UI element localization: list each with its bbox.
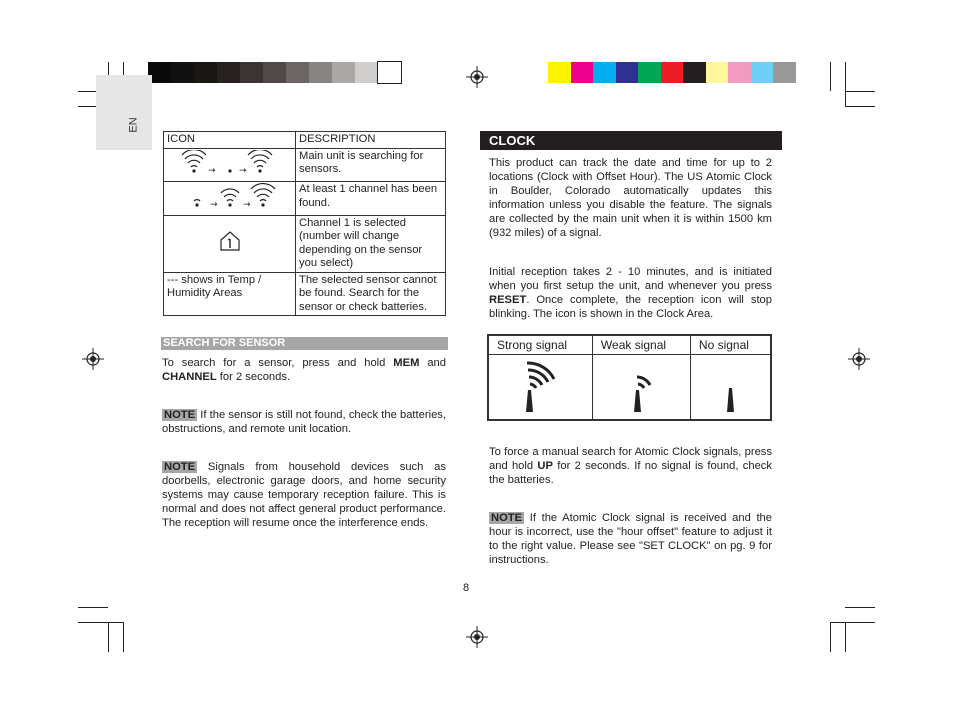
text-run: Initial reception takes 2 - 10 minutes, and is initiated when you first setup the unit, and whenever you press: [489, 266, 772, 292]
icon-description-table: [163, 131, 446, 316]
clock-intro-paragraph: This product can track the date and time for up to 2 locations (Clock with Offset Hour). The US Atomic Clock in Boulder, Colorado automatically updates this information unless you disable the feature. The signals are collected by the main unit when it is within 1500 km (932 miles) of a signal.: [489, 157, 772, 239]
description-cell: At least 1 channel has been found.: [296, 182, 446, 216]
table-row: [164, 182, 446, 216]
crop-mark: [108, 622, 109, 652]
color-swatch: [616, 62, 639, 83]
text-run: To force a manual search for Atomic Clock signals, press and hold: [489, 446, 772, 472]
page-number: 8: [463, 582, 470, 594]
color-swatch: [728, 62, 751, 83]
color-swatch: [309, 62, 332, 83]
up-key-label: UP: [537, 460, 553, 472]
searching-sensors-icon: [164, 148, 296, 182]
crop-mark: [830, 622, 831, 652]
home-channel-icon: [164, 215, 296, 272]
registration-mark-icon: [466, 626, 488, 648]
registration-mark-icon: [82, 348, 104, 370]
table-row: [164, 215, 446, 272]
color-swatch: [593, 62, 616, 83]
color-swatch: [571, 62, 594, 83]
strong-signal-label: Strong signal: [488, 335, 592, 355]
color-swatch: [263, 62, 286, 83]
icon-text-cell: --- shows in Temp / Humidity Areas: [164, 272, 296, 316]
channel-key-label: CHANNEL: [162, 371, 217, 383]
text-run: for 2 seconds.: [216, 371, 291, 383]
color-swatch: [171, 62, 194, 83]
note-text: If the Atomic Clock signal is received and the hour is incorrect, use the "hour offset" feature to adjust it to the right value. Please see "SET CLOCK" on pg. 9 for instructions.: [489, 512, 772, 566]
language-tab: [96, 75, 152, 150]
color-swatch: [378, 62, 401, 83]
note-badge: NOTE: [164, 409, 196, 421]
color-swatch: [706, 62, 729, 83]
color-swatch: [683, 62, 706, 83]
clock-section-title: CLOCK: [480, 131, 782, 150]
note-badge: NOTE: [491, 512, 523, 524]
svg-text:→: →: [242, 200, 251, 209]
signal-strength-table: [487, 334, 772, 421]
crop-mark: [845, 607, 875, 608]
crop-mark: [78, 607, 108, 608]
color-swatch: [217, 62, 240, 83]
text-run: and: [419, 357, 446, 369]
search-instructions: [162, 356, 446, 384]
color-swatch: [332, 62, 355, 83]
svg-text:→: →: [207, 165, 216, 176]
description-cell: Main unit is searching for sensors.: [296, 148, 446, 182]
table-row: [164, 272, 446, 316]
color-swatch: [661, 62, 684, 83]
no-signal-label: No signal: [690, 335, 771, 355]
color-swatch: [240, 62, 263, 83]
manual-search-paragraph: [489, 445, 772, 487]
registration-mark-icon: [848, 348, 870, 370]
clock-note: [489, 511, 772, 567]
table-row: [164, 148, 446, 182]
mem-key-label: MEM: [393, 357, 420, 369]
crop-mark: [845, 62, 846, 106]
description-cell: Channel 1 is selected (number will change depending on the sensor you select): [296, 215, 446, 272]
reception-paragraph: [489, 265, 772, 321]
text-run: for 2 seconds. If no signal is found, check the batteries.: [489, 460, 772, 486]
note-text: Signals from household devices such as doorbells, electronic garage doors, and home security systems may cause temporary reception failure. This is normal and does not affect general product performance. The reception will resume once the interference ends.: [162, 461, 446, 529]
note-text: If the sensor is still not found, check the batteries, obstructions, and remote unit location.: [162, 409, 446, 435]
color-swatch: [773, 62, 796, 83]
text-run: To search for a sensor, press and hold: [162, 357, 394, 369]
text-run: . Once complete, the reception icon will stop blinking. The icon is shown in the Clock Area.: [489, 294, 772, 320]
svg-text:→: →: [238, 165, 247, 176]
svg-text:→: →: [209, 200, 218, 209]
description-column-header: DESCRIPTION: [296, 132, 446, 149]
search-section-title: SEARCH FOR SENSOR: [161, 337, 448, 350]
channel-found-icon: [164, 182, 296, 216]
crop-mark: [123, 622, 124, 652]
color-swatch: [751, 62, 774, 83]
color-swatch: [548, 62, 571, 83]
note-badge: NOTE: [164, 461, 196, 473]
color-swatch: [194, 62, 217, 83]
color-swatch: [286, 62, 309, 83]
description-cell: The selected sensor cannot be found. Search for the sensor or check batteries.: [296, 272, 446, 316]
crop-mark: [830, 62, 831, 91]
crop-mark: [78, 622, 123, 623]
registration-mark-icon: [466, 66, 488, 88]
search-note-1: [162, 408, 446, 436]
table-header-row: [164, 132, 446, 149]
crop-mark: [830, 622, 875, 623]
strong-signal-icon: [488, 355, 592, 421]
icon-column-header: ICON: [164, 132, 296, 149]
crop-mark: [845, 91, 875, 92]
crop-mark: [845, 622, 846, 652]
no-signal-icon: [690, 355, 771, 421]
weak-signal-label: Weak signal: [592, 335, 690, 355]
crop-mark: [845, 106, 875, 107]
weak-signal-icon: [592, 355, 690, 421]
color-swatch: [355, 62, 378, 83]
language-label: EN: [127, 117, 140, 133]
signal-header-row: [488, 335, 771, 355]
color-swatch: [638, 62, 661, 83]
signal-icon-row: [488, 355, 771, 421]
search-note-2: [162, 460, 446, 530]
reset-key-label: RESET: [489, 294, 527, 306]
